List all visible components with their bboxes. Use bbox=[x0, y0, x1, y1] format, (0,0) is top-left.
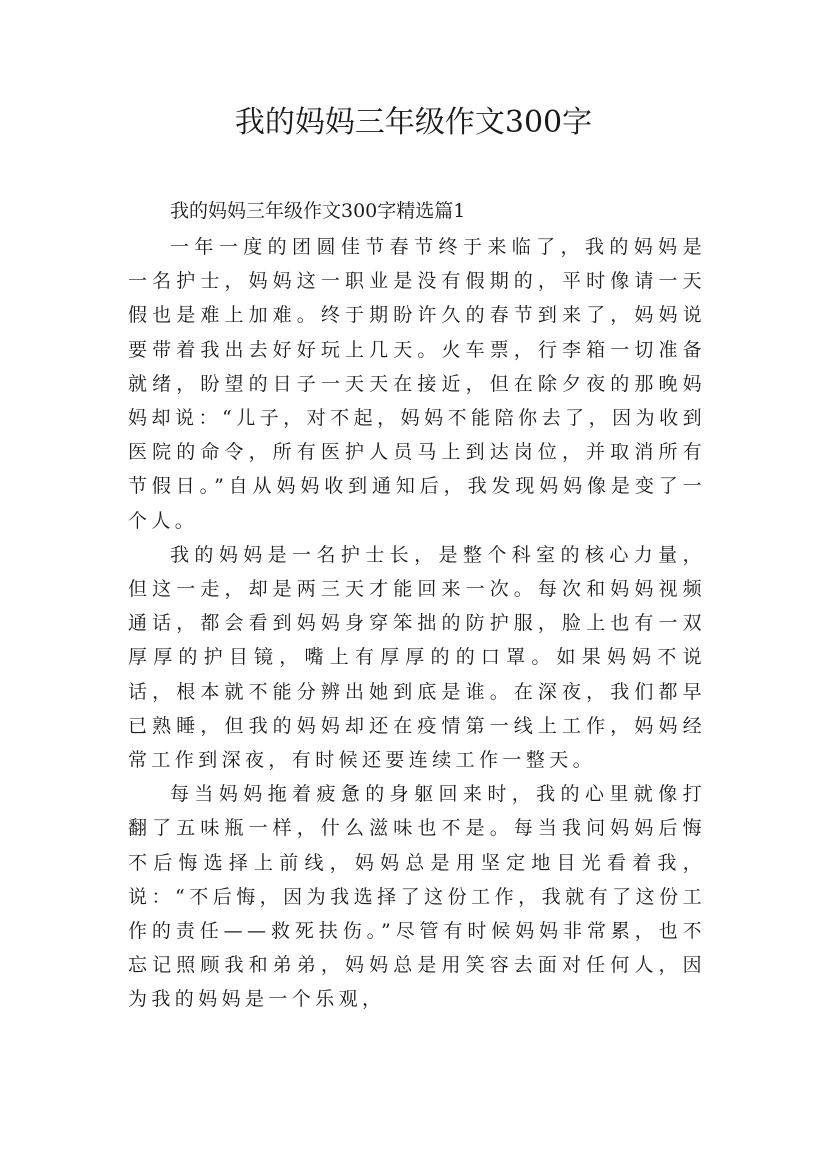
section-heading: 我的妈妈三年级作文300字精选篇1 bbox=[170, 200, 466, 222]
paragraph-1: 一年一度的团圆佳节春节终于来临了，我的妈妈是一名护士，妈妈这一职业是没有假期的，平时像请一天假也是难上加难。终于期盼许久的春节到来了，妈妈说要带着我出去好好玩上几天。火车票，行李箱一切准备就绪，盼望的日子一天天在接近，但在除夕夜的那晚妈妈却说：“儿子，对不起，妈妈不能陪你去了，因为收到医院的命令，所有医护人员马上到达岗位，并取消所有节假日。”自从妈妈收到通知后，我发现妈妈像是变了一个人。 bbox=[128, 236, 706, 532]
essay-body bbox=[128, 230, 706, 1017]
document-title: 我的妈妈三年级作文300字 bbox=[234, 105, 593, 140]
paragraph-2: 我的妈妈是一名护士长，是整个科室的核心力量，但这一走，却是两三天才能回来一次。每次和妈妈视频通话，都会看到妈妈身穿笨拙的防护服，脸上也有一双厚厚的护目镜，嘴上有厚厚的的口罩。如果妈妈不说话，根本就不能分辨出她到底是谁。在深夜，我们都早已熟睡，但我的妈妈却还在疫情第一线上工作，妈妈经常工作到深夜，有时候还要连续工作一整天。 bbox=[128, 543, 706, 772]
paragraph-3: 每当妈妈拖着疲惫的身躯回来时，我的心里就像打翻了五味瓶一样，什么滋味也不是。每当我问妈妈后悔不后悔选择上前线，妈妈总是用坚定地目光看着我，说：“不后悔，因为我选择了这份工作，我就有了这份工作的责任——救死扶伤。”尽管有时候妈妈非常累，也不忘记照顾我和弟弟，妈妈总是用笑容去面对任何人，因为我的妈妈是一个乐观， bbox=[128, 783, 706, 1011]
